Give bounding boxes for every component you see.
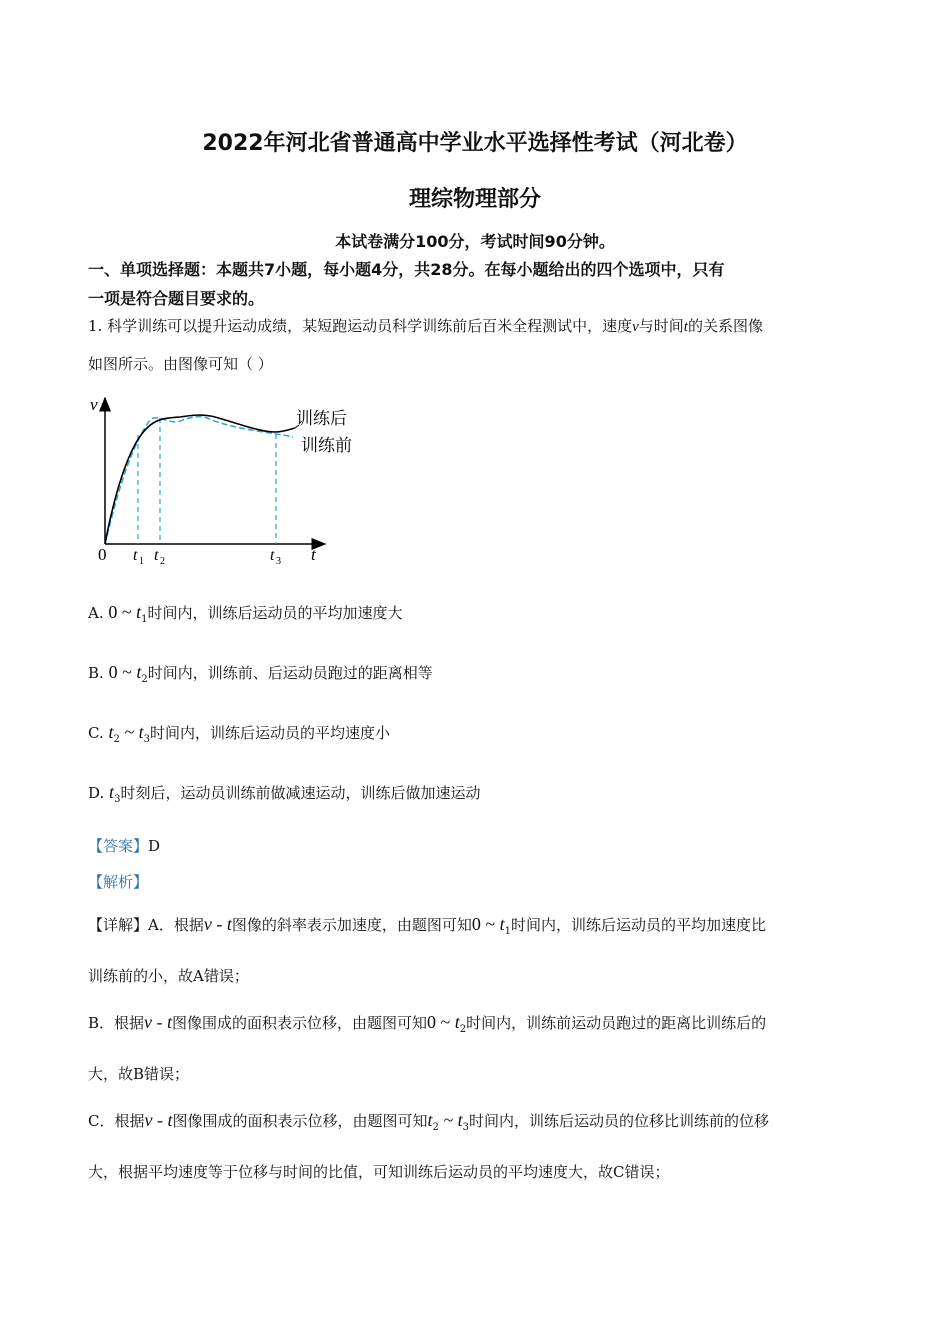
exp-b-math-0: 0 ~ [427, 1012, 455, 1032]
option-d-math-sub: 3 [114, 794, 121, 805]
exp-b-math-t: t [454, 1012, 460, 1032]
exp-c-part1: C．根据 [88, 1112, 145, 1130]
exp-b-vt: v - t [144, 1012, 173, 1032]
exp-c-part2: 图像围成的面积表示位移，由题图可知 [172, 1112, 428, 1130]
answer-line [88, 835, 160, 856]
option-d-label: D. [88, 784, 105, 802]
explanation-b-line2: 大，故B错误； [88, 1065, 190, 1083]
option-c-label: C. [88, 724, 104, 742]
answer-tag: 【答案】 [88, 837, 149, 855]
exp-a-part1: A．根据 [148, 916, 204, 934]
t1-sub: 1 [139, 556, 144, 567]
option-b[interactable] [88, 662, 433, 683]
explanation-b-line1 [88, 1012, 766, 1033]
exp-a-vt: v - t [203, 914, 232, 934]
option-b-math-0: 0 ~ [108, 662, 137, 682]
vt-graph [85, 392, 375, 572]
exp-b-math-sub: 2 [459, 1024, 467, 1035]
option-b-text: 时间内，训练前、后运动员跑过的距离相等 [147, 664, 433, 682]
t2-label: t [154, 547, 159, 564]
option-a-label: A. [88, 604, 104, 622]
section-heading-line1: 一、单项选择题：本题共7小题，每小题4分，共28分。在每小题给出的四个选项中，只有 [88, 260, 725, 279]
option-d[interactable] [88, 782, 480, 803]
x-axis-label: t [311, 545, 316, 564]
option-a-math-t: t [136, 602, 142, 622]
stem-part-b: 与时间 [638, 317, 684, 335]
explanation-a-line2: 训练前的小，故A错误； [88, 967, 249, 985]
option-b-label: B. [88, 664, 104, 682]
option-c-math-sub1: 2 [113, 734, 120, 745]
exp-a-part3: 时间内，训练后运动员的平均加速度比 [511, 916, 767, 934]
exp-c-vt: v - t [144, 1110, 173, 1130]
exp-a-part2: 图像的斜率表示加速度，由题图可知 [231, 916, 472, 934]
option-c-math-t3: ~ t [119, 722, 144, 742]
exp-b-part3: 时间内，训练前运动员跑过的距离比训练后的 [466, 1014, 767, 1032]
before-training-curve [105, 417, 293, 544]
stem-t-symbol: t [683, 319, 688, 335]
t3-label: t [270, 547, 275, 564]
exp-b-part1: B．根据 [88, 1014, 145, 1032]
option-a-math-sub: 1 [141, 614, 148, 625]
explanation-c-line1 [88, 1110, 769, 1131]
exam-info: 本试卷满分100分，考试时间90分钟。 [335, 232, 615, 251]
explanation-c-line2: 大，根据平均速度等于位移与时间的比值，可知训练后运动员的平均速度大，故C错误； [88, 1163, 670, 1181]
section-heading-line2: 一项是符合题目要求的。 [88, 289, 265, 308]
exp-a-math-0: 0 ~ [471, 914, 500, 934]
exp-a-math-t: t [499, 914, 505, 934]
option-d-math-t: t [109, 782, 115, 802]
page-title: 2022年河北省普通高中学业水平选择性考试（河北卷） [202, 131, 748, 156]
analysis-tag: 【解析】 [88, 873, 149, 891]
stem-part-a: 1. 科学训练可以提升运动成绩，某短跑运动员科学训练前后百米全程测试中，速度 [88, 317, 633, 335]
option-c-math-sub2: 3 [143, 734, 151, 745]
exp-c-math-sub2: 3 [462, 1122, 469, 1133]
option-b-math-sub: 2 [141, 674, 148, 685]
stem-part-c: 的关系图像 [687, 317, 763, 335]
stem-v-symbol: v [632, 319, 639, 335]
y-axis-label: v [90, 395, 98, 414]
exp-b-part2: 图像围成的面积表示位移，由题图可知 [172, 1014, 428, 1032]
option-c-math-t2: t [108, 722, 114, 742]
option-a-math-0: 0 ~ [108, 602, 137, 622]
exp-c-part3: 时间内，训练后运动员的位移比训练前的位移 [469, 1112, 770, 1130]
after-training-label: 训练后 [296, 409, 347, 429]
origin-label: 0 [98, 545, 107, 564]
detail-tag: 【详解】 [88, 916, 149, 934]
after-training-curve [105, 415, 295, 544]
option-d-text: 时刻后，运动员训练前做减速运动，训练后做加速运动 [120, 784, 481, 802]
question-stem-line2: 如图所示。由图像可知（ ） [88, 355, 273, 373]
exp-c-math-sub1: 2 [432, 1122, 439, 1133]
before-training-label: 训练前 [301, 436, 352, 456]
exp-c-math-t2: t [427, 1110, 433, 1130]
explanation-a-line1 [88, 914, 766, 935]
option-c[interactable] [88, 722, 390, 743]
question-stem-line1 [88, 315, 763, 336]
t3-sub: 3 [276, 556, 281, 567]
option-b-math-t: t [136, 662, 142, 682]
option-a-text: 时间内，训练后运动员的平均加速度大 [147, 604, 403, 622]
page-subtitle: 理综物理部分 [408, 187, 541, 212]
option-a[interactable] [88, 602, 403, 623]
exp-c-math-t3: ~ t [438, 1110, 463, 1130]
answer-value: D [148, 837, 161, 855]
t2-sub: 2 [160, 556, 165, 567]
t1-label: t [133, 547, 138, 564]
option-c-text: 时间内，训练后运动员的平均速度小 [150, 724, 391, 742]
exp-a-math-sub: 1 [504, 926, 511, 937]
